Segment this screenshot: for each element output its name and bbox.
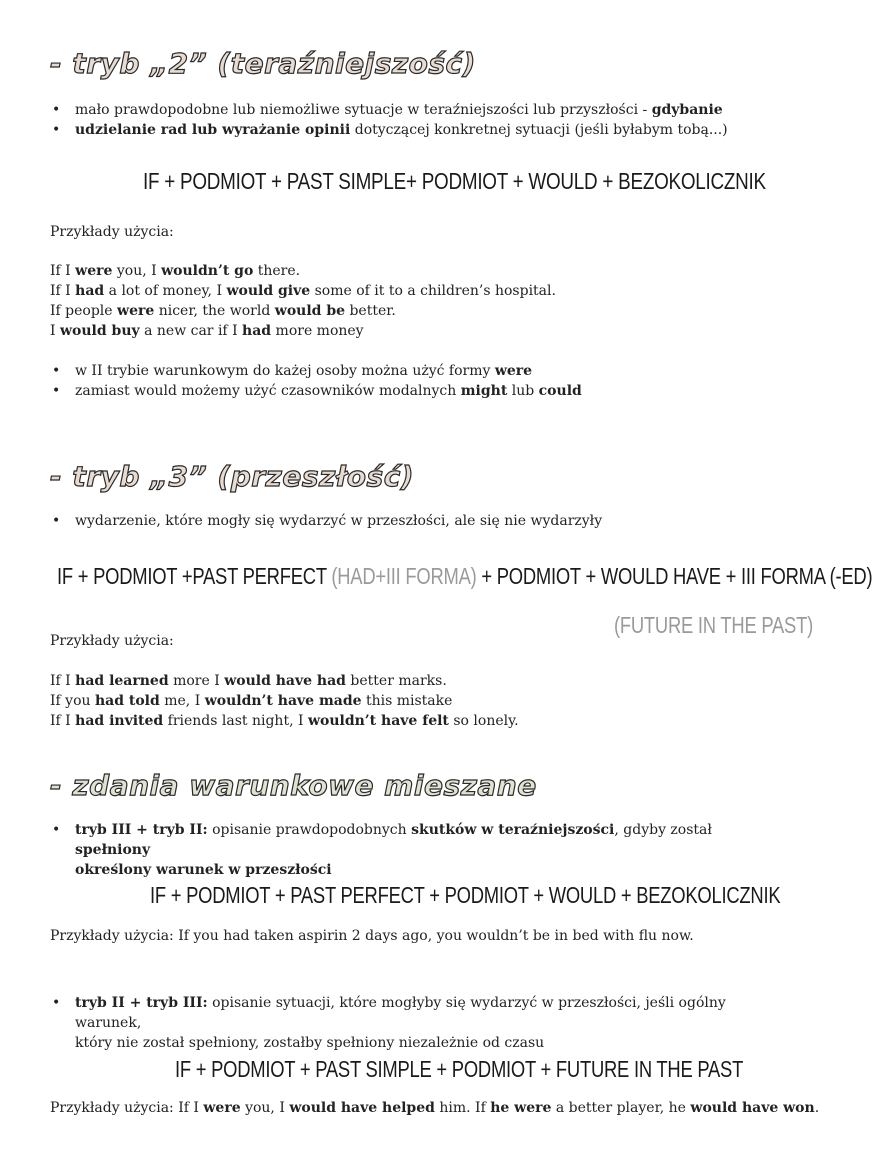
list-item: • tryb II + tryb III: opisanie sytuacji, które mogłyby się wydarzyć w przeszłości, jeśli ogólny warunek, który nie został spełniony, zostałby spełniony niezależnie od czasu <box>50 993 790 1053</box>
list-item: • tryb III + tryb II: opisanie prawdopodobnych skutków w teraźniejszości, gdyby został spełniony określony warunek w przeszłości <box>50 820 790 880</box>
mixed-bullets-2 <box>50 993 790 1053</box>
example-line: Przykłady użycia: If you had taken aspirin 2 days ago, you wouldn’t be in bed with flu now. <box>50 928 694 944</box>
example-line: If I were you, I wouldn’t go there. <box>50 263 301 279</box>
formula-tryb-2: IF + PODMIOT + PAST SIMPLE+ PODMIOT + WOULD + BEZOKOLICZNIK <box>143 168 766 194</box>
mixed-bullets-1 <box>50 820 790 880</box>
tryb-2-notes <box>50 361 790 401</box>
tryb-2-bullets <box>50 100 790 140</box>
section-title-tryb-3: - tryb „3” (przeszłość) <box>50 460 415 493</box>
formula-mixed-2: IF + PODMIOT + PAST SIMPLE + PODMIOT + FUTURE IN THE PAST <box>175 1056 744 1082</box>
example-line: If I had learned more I would have had better marks. <box>50 673 447 689</box>
formula-note: (FUTURE IN THE PAST) <box>614 612 813 638</box>
example-line: If people were nicer, the world would be better. <box>50 303 396 319</box>
example-line: If you had told me, I wouldn’t have made this mistake <box>50 693 453 709</box>
formula-mixed-1: IF + PODMIOT + PAST PERFECT + PODMIOT + WOULD + BEZOKOLICZNIK <box>150 882 781 908</box>
section-title-mixed: - zdania warunkowe mieszane <box>50 769 537 802</box>
list-item: • w II trybie warunkowym do każej osoby można użyć formy were <box>50 361 790 381</box>
list-item: • wydarzenie, które mogły się wydarzyć w przeszłości, ale się nie wydarzyły <box>50 511 790 531</box>
list-item: • udzielanie rad lub wyrażanie opinii dotyczącej konkretnej sytuacji (jeśli byłabym tobą...) <box>50 120 790 140</box>
example-line: If I had invited friends last night, I wouldn’t have felt so lonely. <box>50 713 519 729</box>
examples-label: Przykłady użycia: <box>50 224 174 240</box>
section-title-tryb-2: - tryb „2” (teraźniejszość) <box>50 47 476 80</box>
tryb-3-bullets <box>50 511 790 531</box>
example-line: If I had a lot of money, I would give some of it to a children’s hospital. <box>50 283 556 299</box>
list-item: • mało prawdopodobne lub niemożliwe sytuacje w teraźniejszości lub przyszłości - gdybanie <box>50 100 790 120</box>
example-line: I would buy a new car if I had more money <box>50 323 364 339</box>
formula-tryb-3: IF + PODMIOT +PAST PERFECT (HAD+III FORMA) + PODMIOT + WOULD HAVE + III FORMA (-ED) <box>57 563 872 589</box>
example-line: Przykłady użycia: If I were you, I would have helped him. If he were a better player, he would have won. <box>50 1100 820 1116</box>
list-item: • zamiast would możemy użyć czasowników modalnych might lub could <box>50 381 790 401</box>
examples-label: Przykłady użycia: <box>50 633 174 649</box>
